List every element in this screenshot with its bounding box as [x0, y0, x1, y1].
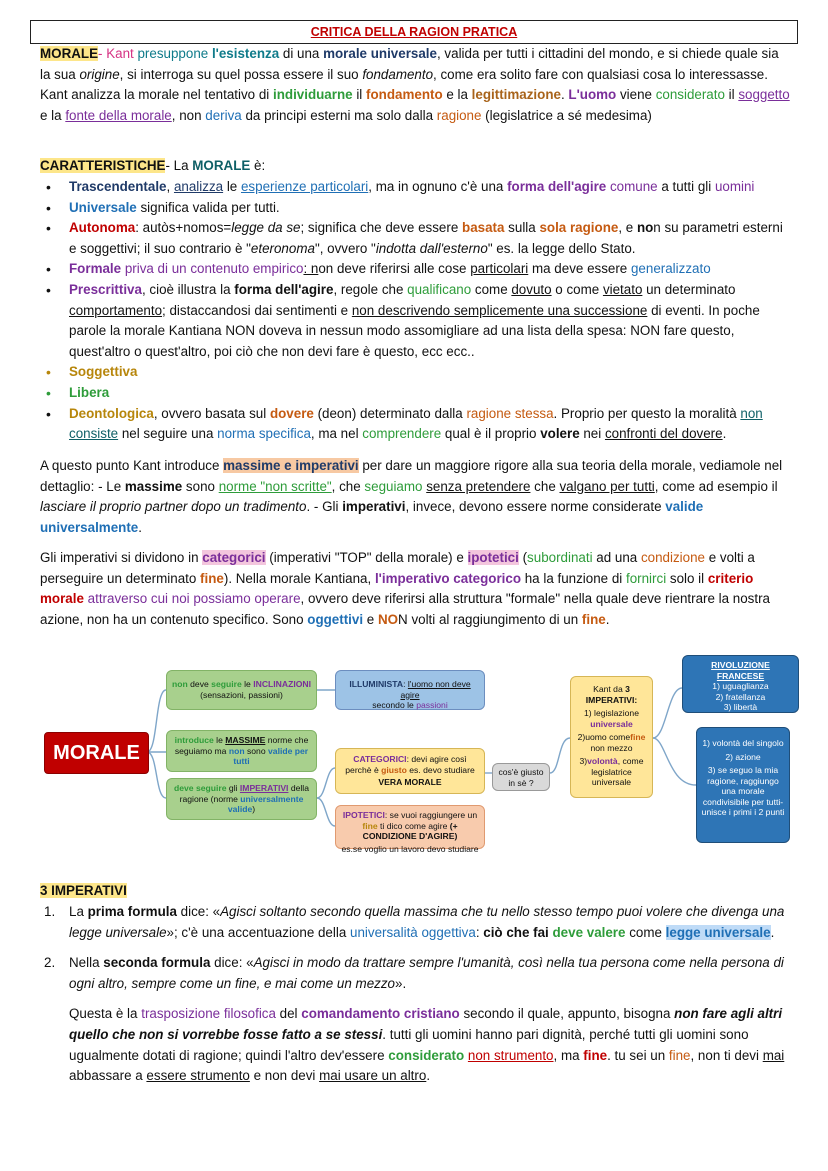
list-item: • Trascendentale, analizza le esperienze particolari, ma in ognuno c'è una forma dell'agire comune a tutti gli uomini: [40, 177, 790, 198]
node-volonta: 1) volontà del singolo 2) azione 3) se seguo la mia ragione, raggiungo una morale condivisibile per tutti-unisce i primi i 2 punti: [696, 727, 790, 843]
node-cosa-giusto: cos'è giusto in sè ?: [492, 763, 550, 791]
list-item: • Prescrittiva, cioè illustra la forma dell'agire, regole che qualificano come dovuto o come vietato un determinato comportamento; distaccandosi dai sentimenti e non descrivendo semplicemente una successione di eventi. In poche parole la morale Kantiana NON doveva in nessun modo assomigliare ad una lista della spesa: NON fare questo, quest'altro o quest'altro, poi ciò che non devi fare è questo, ecc ecc..: [40, 280, 790, 362]
page-title: CRITICA DELLA RAGION PRATICA: [310, 25, 518, 39]
node-illuminista: ILLUMINISTA: l'uomo non deve agire secondo le passioni: [335, 670, 485, 710]
node-ipotetici: IPOTETICI: se vuoi raggiungere un fine ti dico come agire (+ CONDIZIONE D'AGIRE) es.se voglio un lavoro devo studiare: [335, 805, 485, 849]
term-morale: MORALE: [40, 46, 99, 61]
node-inclinazioni: non deve seguire le INCLINAZIONI (sensazioni, passioni): [166, 670, 317, 710]
node-categorici: CATEGORICI: devi agire così perchè è giusto es. devo studiare VERA MORALE: [335, 748, 485, 794]
caratteristiche-heading: CARATTERISTICHE- La MORALE è:: [40, 158, 266, 173]
list-item: 2. Nella seconda formula dice: «Agisci in modo da trattare sempre l'umanità, così nella tua persona come nella persona di ogni altro, sempre come un fine, e mai come un mezzo».: [44, 955, 784, 991]
list-item: • Deontologica, ovvero basata sul dovere (deon) determinato dalla ragione stessa. Proprio per questo la moralità non consiste nel seguire una norma specifica, ma nel comprendere qual è il proprio volere nei confronti del dovere.: [40, 404, 790, 445]
node-imperativi: deve seguire gli IMPERATIVI della ragione (norme universalmente valide): [166, 778, 317, 820]
intro-paragraph: MORALE- Kant presuppone l'esistenza di una morale universale, valida per tutti i cittadini del mondo, e si chiede quale sia la sua origine, si interroga su quel possa essere il suo fondamento, come era solito fare con qualsiasi cosa lo interessasse. Kant analizza la morale nel tentativo di individuarne il fondamento e la legittimazione. L'uomo viene considerato il soggetto e la fonte della morale, non deriva da principi esterni ma solo dalla ragione (legislatrice a sé medesima): [40, 46, 790, 123]
massime-paragraph: A questo punto Kant introduce massime e imperativi per dare un maggiore rigore alla sua teoria della morale, vediamole nel dettaglio: - Le massime sono norme "non scritte", che seguiamo senza pretendere che valgano per tutti, come ad esempio il lasciare il proprio partner dopo un tradimento. - Gli imperativi, invece, devono essere norme considerate valide universalmente.: [40, 458, 783, 535]
list-item: • Soggettiva: [40, 362, 790, 383]
list-item: • Universale significa valida per tutti.: [40, 198, 790, 219]
list-item: • Autonoma: autòs+nomos=legge da se; significa che deve essere basata sulla sola ragione, e non su parametri esterni e soggettivi; il suo contrario è "eteronoma", ovvero "indotta dall'esterno" es. la legge dello Stato.: [40, 218, 790, 259]
list-item: • Formale priva di un contenuto empirico: non deve riferirsi alle cose particolari ma deve essere generalizzato: [40, 259, 790, 280]
list-item: 1. La prima formula dice: «Agisci soltanto secondo quella massima che tu nello stesso tempo puoi volere che divenga una legge universale»; c'è una accentuazione della universalità oggettiva: ciò che fai deve valere come legge universale.: [44, 904, 785, 940]
morale-node: MORALE: [44, 732, 149, 774]
node-massime: introduce le MASSIME norme che seguiamo ma non sono valide per tutti: [166, 730, 317, 772]
node-kant-3-imperativi: Kant da 3 IMPERATIVI: 1) legislazioneuniversale 2)uomo comefine non mezzo 3)volontà, come legislatrice universale: [570, 676, 653, 798]
node-rivoluzione-francese: RIVOLUZIONE FRANCESE 1) uguaglianza 2) fratellanza 3) libertà: [682, 655, 799, 713]
imperativi-paragraph: Gli imperativi si dividono in categorici (imperativi "TOP" della morale) e ipotetici (subordinati ad una condizione e volti a perseguire un determinato fine). Nella morale Kantiana, l'imperativo categorico ha la funzione di fornirci solo il criterio morale attraverso cui noi possiamo operare, ovvero deve riferirsi alla struttura "formale" nella quale deve rientrare la nostra azione, non ha un contenuto specifico. Sono oggettivi e NON volti al raggiungimento di un fine.: [40, 550, 771, 627]
imperativi-list: [40, 902, 790, 1087]
list-item: • Libera: [40, 383, 790, 404]
list-item: Questa è la trasposizione filosofica del comandamento cristiano secondo il quale, appunto, bisogna non fare agli altri quello che non si vorrebbe fosse fatto a se stessi. tutti gli uomini hanno pari dignità, perché tutti gli uomini sono ugualmente dotati di ragione; quindi l'altro dev'essere considerato non strumento, ma fine. tu sei un fine, non ti devi mai abbassare a essere strumento e non devi mai usare un altro.: [69, 1006, 785, 1084]
imperativi-heading: 3 IMPERATIVI: [40, 883, 127, 898]
